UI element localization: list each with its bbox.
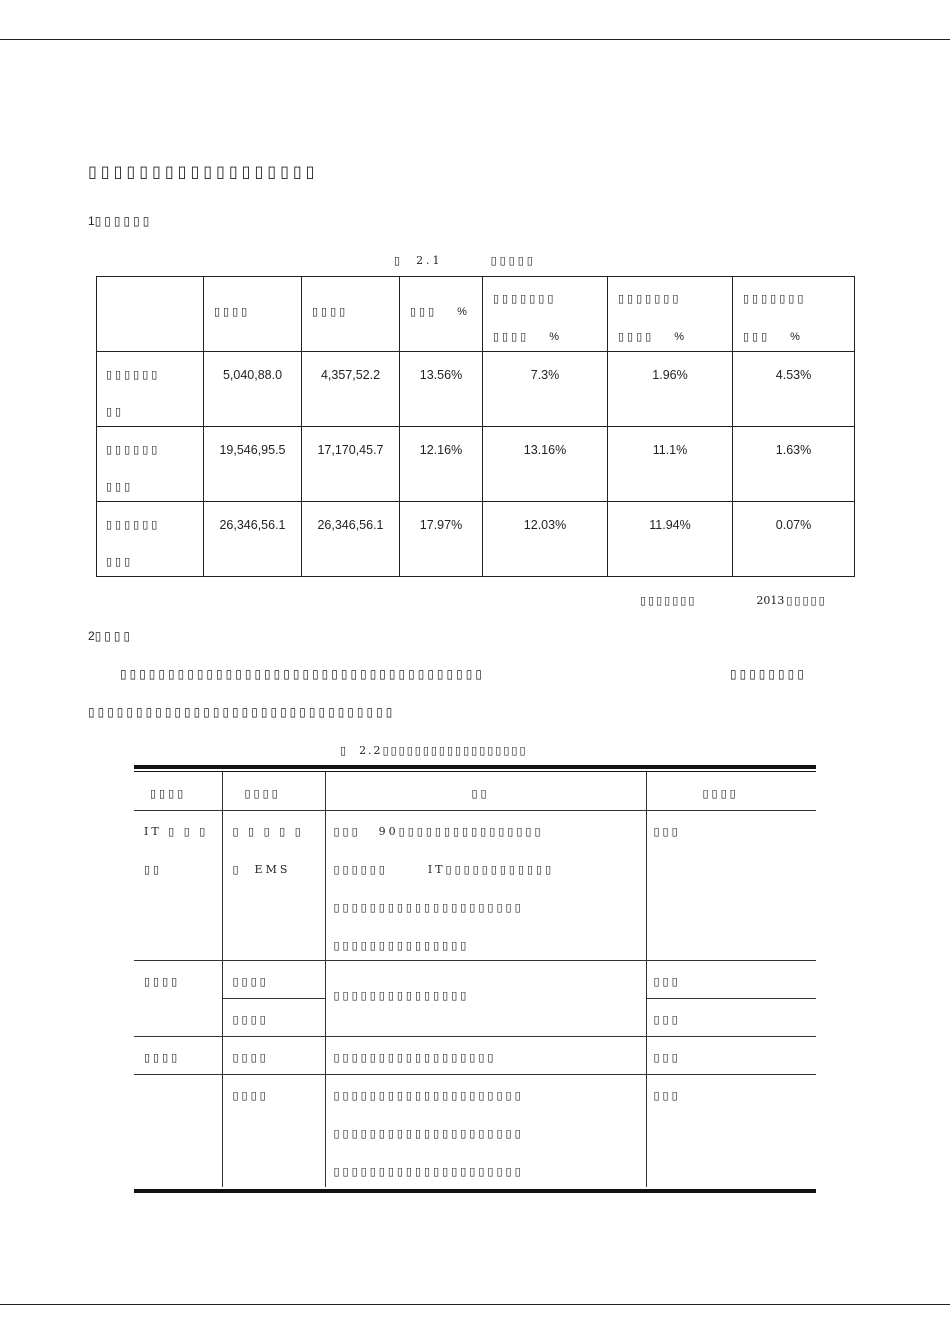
- table2-cell: [134, 1074, 222, 1187]
- table1-header-cell: ▯▯▯▯▯▯▯ ▯▯▯▯ %: [483, 277, 608, 352]
- table1-row-label: ▯▯▯▯▯▯ ▯▯: [97, 352, 204, 427]
- table2-cell: ▯▯▯▯: [222, 960, 325, 998]
- table2-row: [134, 960, 816, 998]
- table1-caption-num: 2.1: [416, 254, 443, 267]
- table2-cell: ▯▯▯: [646, 1036, 816, 1074]
- table2-cell: IT ▯ ▯ ▯ ▯▯: [134, 810, 222, 960]
- table1-cell: 13.56%: [400, 352, 483, 427]
- table2-cell: ▯▯▯: [646, 1074, 816, 1187]
- table1-header-cell: ▯▯▯▯: [204, 277, 302, 352]
- table1-cell: 5,040,88.0: [204, 352, 302, 427]
- table1-cell: 13.16%: [483, 427, 608, 502]
- table1-cell: 26,346,56.1: [302, 502, 400, 577]
- table1-caption: ▯ 2.1 ▯▯▯▯▯: [394, 254, 536, 267]
- table2-top-rule: [134, 765, 816, 769]
- table2-row: [134, 1036, 816, 1074]
- table1-cell: 11.1%: [608, 427, 733, 502]
- table1-cell: 7.3%: [483, 352, 608, 427]
- table1-cell: 17,170,45.7: [302, 427, 400, 502]
- table1-cell: 12.03%: [483, 502, 608, 577]
- table1-source-year: 2013: [756, 594, 785, 607]
- subheading-1: 1▯▯▯▯▯▯: [88, 214, 153, 228]
- table-2-2: [134, 771, 816, 1187]
- table2-cell: ▯▯▯▯: [222, 1074, 325, 1187]
- table1-cell: 1.63%: [733, 427, 855, 502]
- paragraph-line-1-tail: ▯▯▯▯▯▯▯▯: [730, 667, 807, 681]
- table1-cell: 19,546,95.5: [204, 427, 302, 502]
- table1-row: [97, 352, 855, 427]
- top-rule: [0, 39, 950, 40]
- table2-header-row: [134, 771, 816, 810]
- table2-cell: ▯▯▯▯: [134, 1036, 222, 1074]
- table2-cell: ▯▯▯▯▯▯▯▯▯▯▯▯▯▯▯▯▯▯: [325, 1036, 646, 1074]
- table2-cell: ▯▯▯: [646, 998, 816, 1036]
- table2-row: [134, 1074, 816, 1187]
- table1-header-cell: ▯▯▯▯▯▯▯ ▯▯▯ %: [733, 277, 855, 352]
- table1-cell: 4,357,52.2: [302, 352, 400, 427]
- table1-cell: 12.16%: [400, 427, 483, 502]
- table1-header-cell: ▯▯▯▯▯▯▯ ▯▯▯▯ %: [608, 277, 733, 352]
- table1-cell: 11.94%: [608, 502, 733, 577]
- table2-caption-num: 2.2: [359, 744, 383, 757]
- bottom-rule: [0, 1304, 950, 1305]
- table2-header-cell: ▯▯▯▯: [222, 771, 325, 810]
- table-2-1: [96, 276, 855, 577]
- table1-cell: 1.96%: [608, 352, 733, 427]
- table1-cell: 17.97%: [400, 502, 483, 577]
- table2-header-cell: ▯▯▯▯: [646, 771, 816, 810]
- table2-cell: ▯▯▯ 90▯▯▯▯▯▯▯▯▯▯▯▯▯▯▯▯ ▯▯▯▯▯▯ IT▯▯▯▯▯▯▯▯▯▯▯▯ ▯▯▯▯▯▯▯▯▯▯▯▯▯▯▯▯▯▯▯▯▯ ▯▯▯▯▯▯▯▯▯▯▯▯▯▯▯: [325, 810, 646, 960]
- table2-header-cell: ▯▯: [325, 771, 646, 810]
- table2-cell: ▯▯▯▯: [222, 998, 325, 1036]
- table1-cell: 26,346,56.1: [204, 502, 302, 577]
- table1-source-note: ▯▯▯▯▯▯▯ 2013 ▯▯▯▯▯: [640, 594, 827, 607]
- paragraph-line-2: ▯▯▯▯▯▯▯▯▯▯▯▯▯▯▯▯▯▯▯▯▯▯▯▯▯▯▯▯▯▯▯▯: [88, 705, 396, 719]
- table2-cell: ▯ ▯ ▯ ▯ ▯ ▯ EMS: [222, 810, 325, 960]
- table2-cell: ▯▯▯▯: [134, 960, 222, 1036]
- table1-cell: 0.07%: [733, 502, 855, 577]
- table1-cell: 4.53%: [733, 352, 855, 427]
- section-title: ▯▯▯▯▯▯▯▯▯▯▯▯▯▯▯▯▯▯: [88, 162, 319, 181]
- table1-header-cell: ▯▯▯▯: [302, 277, 400, 352]
- subheading-2: 2▯▯▯▯: [88, 629, 134, 643]
- table1-header-row: [97, 277, 855, 352]
- table2-row: [134, 810, 816, 960]
- table2-cell: ▯▯▯▯: [222, 1036, 325, 1074]
- table1-header-empty: [97, 277, 204, 352]
- table1-row-label: ▯▯▯▯▯▯ ▯▯▯: [97, 427, 204, 502]
- table2-cell: ▯▯▯▯▯▯▯▯▯▯▯▯▯▯▯▯▯▯▯▯▯ ▯▯▯▯▯▯▯▯▯▯▯▯▯▯▯▯▯▯▯▯▯ ▯▯▯▯▯▯▯▯▯▯▯▯▯▯▯▯▯▯▯▯▯: [325, 1074, 646, 1187]
- table1-row-label: ▯▯▯▯▯▯ ▯▯▯: [97, 502, 204, 577]
- table1-row: [97, 427, 855, 502]
- table2-cell: ▯▯▯: [646, 810, 816, 960]
- table1-row: [97, 502, 855, 577]
- table2-caption: ▯ 2.2▯▯▯▯▯▯▯▯▯▯▯▯▯▯▯▯▯▯: [340, 744, 528, 757]
- paragraph-line-1: ▯▯▯▯▯▯▯▯▯▯▯▯▯▯▯▯▯▯▯▯▯▯▯▯▯▯▯▯▯▯▯▯▯▯▯▯▯▯: [120, 667, 485, 681]
- table2-cell: ▯▯▯▯▯▯▯▯▯▯▯▯▯▯▯: [325, 960, 646, 1036]
- table2-bottom-rule: [134, 1189, 816, 1193]
- table2-cell: ▯▯▯: [646, 960, 816, 998]
- table1-header-cell: ▯▯▯ %: [400, 277, 483, 352]
- table2-header-cell: ▯▯▯▯: [134, 771, 222, 810]
